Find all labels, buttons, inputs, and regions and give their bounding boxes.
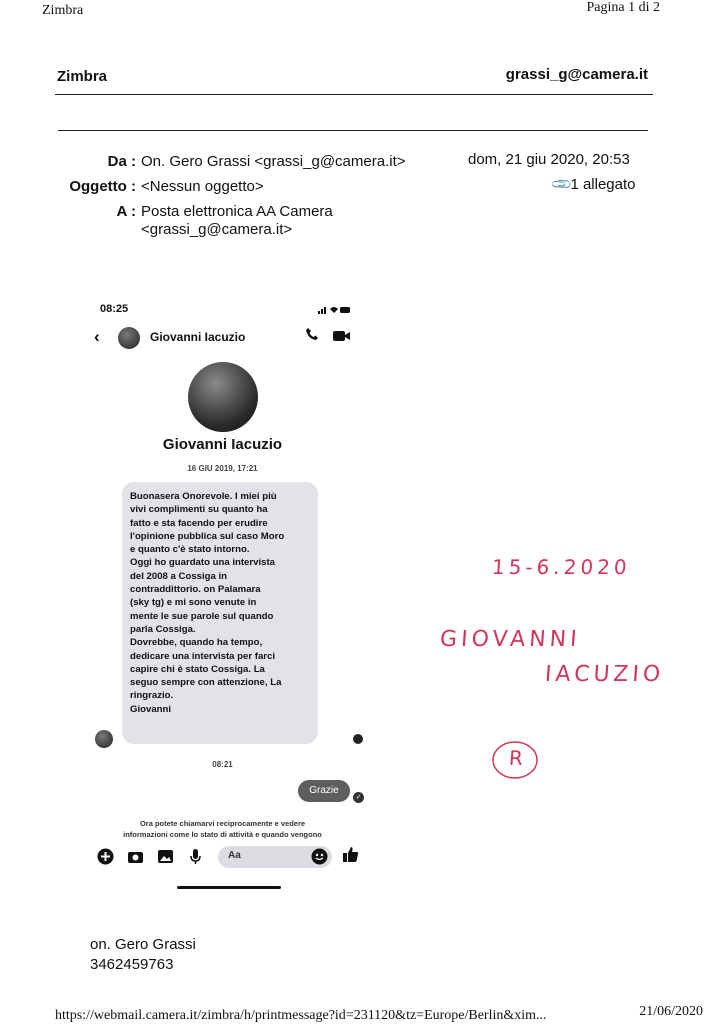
to-value-line2: <grassi_g@camera.it> xyxy=(141,221,293,238)
profile-photo xyxy=(188,362,258,432)
sender-avatar xyxy=(95,730,113,748)
home-indicator xyxy=(177,886,281,889)
conversation-date: 16 GIU 2019, 17:21 xyxy=(187,464,258,473)
chat-notice: Ora potete chiamarvi reciprocamente e vedere informazioni come lo stato di attività e quando vengono xyxy=(123,819,322,839)
video-call-icon[interactable] xyxy=(333,329,351,347)
print-footer-url: https://webmail.camera.it/zimbra/h/printmessage?id=231120&tz=Europe/Berlin&xim... xyxy=(55,1008,547,1023)
print-header-page: Pagina 1 di 2 xyxy=(586,0,660,15)
plus-icon[interactable] xyxy=(97,848,114,865)
thumbs-up-icon[interactable] xyxy=(342,846,359,863)
handwritten-date: 15-6.2020 xyxy=(491,555,632,579)
paperclip-icon: 📎 xyxy=(549,172,574,196)
to-value-line1: Posta elettronica AA Camera xyxy=(141,203,333,220)
signature-block xyxy=(90,935,196,975)
print-footer-date: 21/06/2020 xyxy=(639,1004,703,1019)
reply-time: 08:21 xyxy=(212,760,233,769)
header-divider xyxy=(55,94,653,95)
message-divider xyxy=(58,130,648,131)
message-bubble-text: Buonasera Onorevole. I miei più vivi complimenti su quanto ha fatto e sta facendo per erudire l'opinione pubblica sul caso Moro e quanto c'è stato intorno. Oggi ho guardato una intervista del 2008 a Cossiga in contraddittorio. on Palamara (sky tg) e mi sono venute in mente le sue parole sul quando parla Cossiga. Dovrebbe, quando ha tempo, dedicare una intervista per farci capire chi è stato Cossiga. La seguo sempre con attenzione, La ringrazio. Giovanni xyxy=(130,491,285,715)
message-date: dom, 21 giu 2020, 20:53 xyxy=(468,151,630,168)
emoji-icon[interactable] xyxy=(311,848,328,865)
delivered-check-icon: ✓ xyxy=(353,792,364,803)
handwritten-name-line1: GIOVANNI xyxy=(439,627,582,652)
reply-bubble: Grazie xyxy=(298,780,350,802)
to-label: A : xyxy=(116,203,136,220)
chat-contact-name: Giovanni Iacuzio xyxy=(150,330,246,344)
profile-name: Giovanni Iacuzio xyxy=(162,436,283,453)
from-label: Da : xyxy=(107,153,136,170)
attachment-count: 1 allegato xyxy=(570,176,636,193)
mail-app-name: Zimbra xyxy=(57,68,108,85)
status-icons xyxy=(318,302,352,312)
back-chevron-icon[interactable]: ‹ xyxy=(94,327,100,346)
mail-account: grassi_g@camera.it xyxy=(505,66,648,83)
seen-indicator-icon xyxy=(353,734,363,744)
message-input-placeholder: Aa xyxy=(228,850,241,861)
microphone-icon[interactable] xyxy=(187,848,204,865)
subject-label: Oggetto : xyxy=(69,178,136,195)
gallery-icon[interactable] xyxy=(157,848,174,865)
phone-call-icon[interactable] xyxy=(305,327,319,346)
from-value: On. Gero Grassi <grassi_g@camera.it> xyxy=(141,153,406,170)
handwritten-name-line2: IACUZIO xyxy=(544,662,665,687)
contact-avatar xyxy=(118,327,140,349)
handwritten-initials: R xyxy=(508,746,524,770)
signature-phone: 3462459763 xyxy=(90,956,174,973)
attachment-info[interactable] xyxy=(549,172,636,196)
phone-status-time: 08:25 xyxy=(100,303,129,315)
subject-value: <Nessun oggetto> xyxy=(141,178,264,195)
camera-icon[interactable] xyxy=(127,848,144,865)
signal-wifi-battery-icon xyxy=(318,305,352,315)
signature-name: on. Gero Grassi xyxy=(90,936,196,953)
print-header-app: Zimbra xyxy=(42,3,84,18)
